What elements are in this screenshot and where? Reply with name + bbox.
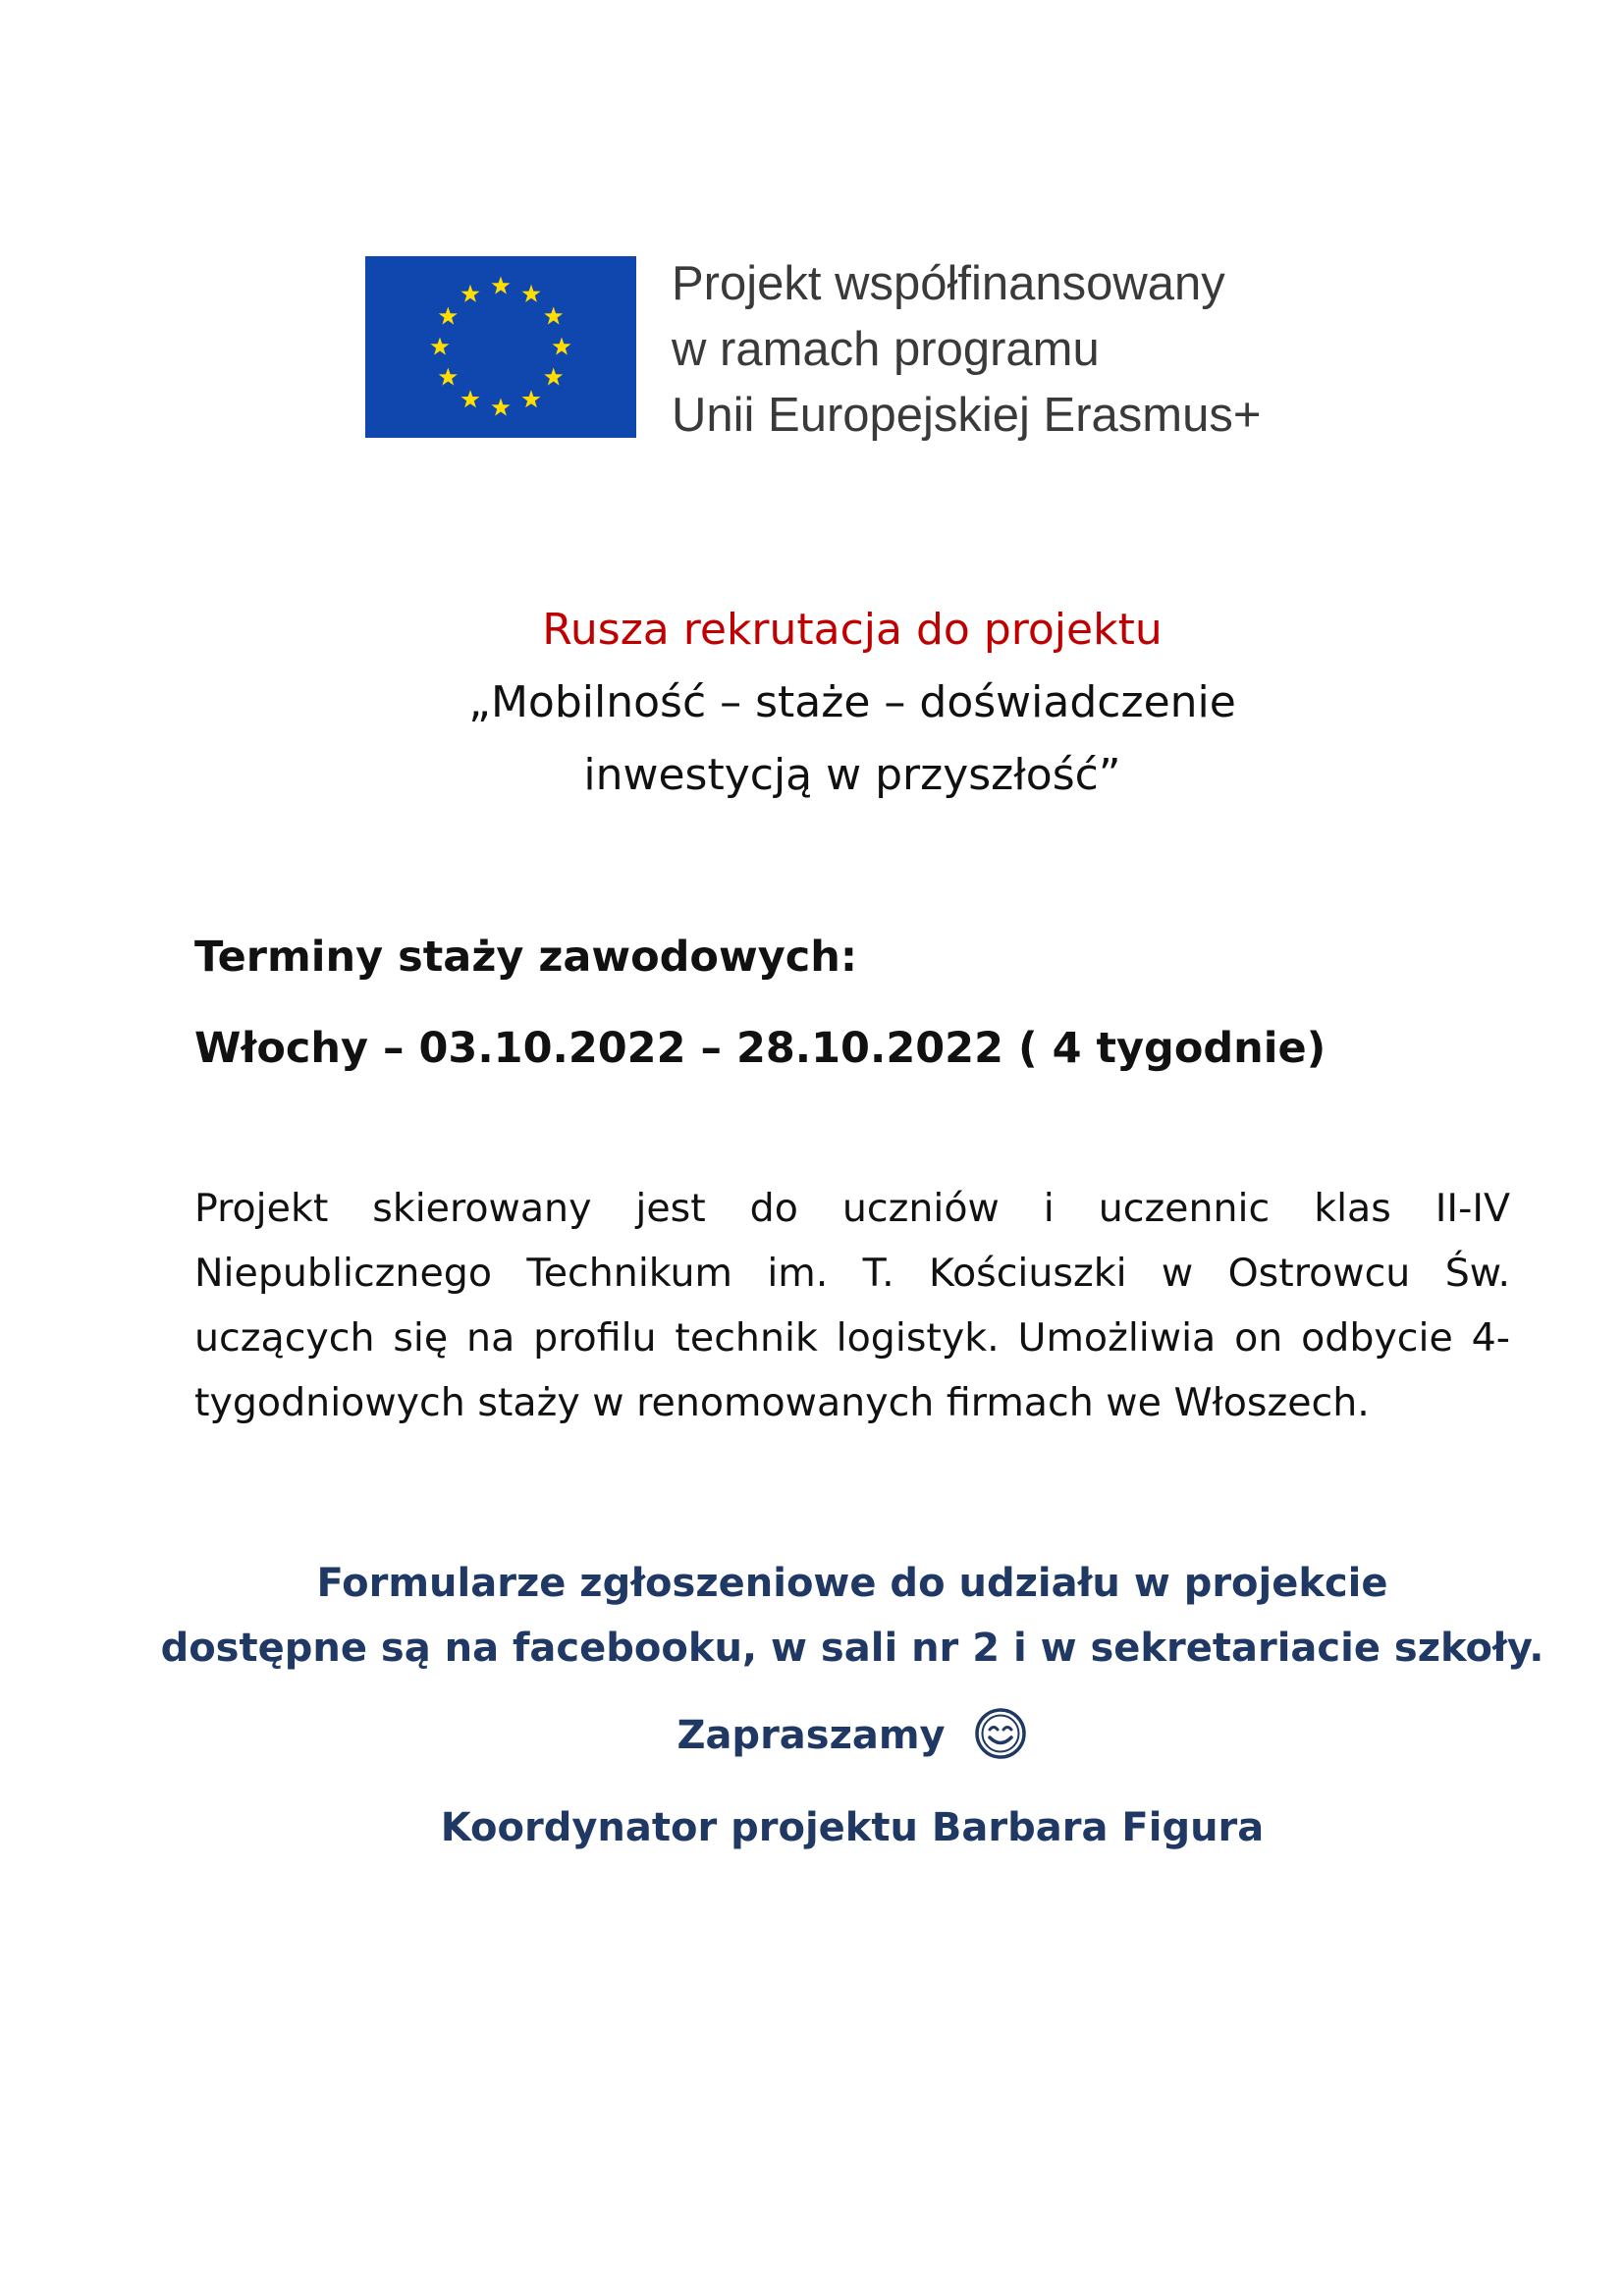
invitation-text: Zapraszamy <box>677 1713 946 1758</box>
logo-line-2: w ramach programu <box>672 323 1100 376</box>
invitation <box>196 1706 1508 1765</box>
erasmus-logo-text <box>672 251 1379 449</box>
logo-line-3: Unii Europejskiej Erasmus+ <box>672 389 1262 442</box>
headline-recruitment: Rusza rekrutacja do projektu <box>542 605 1163 655</box>
logo-line-1: Projekt współfinansowany <box>672 257 1225 310</box>
smiley-icon <box>973 1706 1028 1761</box>
headline-project-title-2: inwestycją w przyszłość” <box>583 750 1121 800</box>
coordinator-signature: Koordynator projektu Barbara Figura <box>440 1805 1265 1850</box>
forms-line-2: dostępne są na facebooku, w sali nr 2 i w sekretariacie szkoły. <box>160 1626 1544 1671</box>
forms-line-1: Formularze zgłoszeniowe do udziału w projekcie <box>316 1561 1388 1606</box>
terms-dates: Włochy – 03.10.2022 – 28.10.2022 ( 4 tygodnie) <box>194 1024 1326 1073</box>
eu-flag-icon <box>365 256 636 438</box>
headline-project-title-1: „Mobilność – staże – doświadczenie <box>468 677 1236 727</box>
headline <box>196 594 1508 812</box>
project-description: Projekt skierowany jest do uczniów i uczennic klas II-IV Niepublicznego Technikum im. T. Kościuszki w Ostrowcu Św. uczących się na profilu technik logistyk. Umożliwia on odbycie 4- tygodniowych staży w renomowanych firmach we Włoszech. <box>194 1186 1510 1425</box>
forms-info <box>157 1551 1547 1681</box>
terms-heading: Terminy staży zawodowych: <box>194 933 858 982</box>
